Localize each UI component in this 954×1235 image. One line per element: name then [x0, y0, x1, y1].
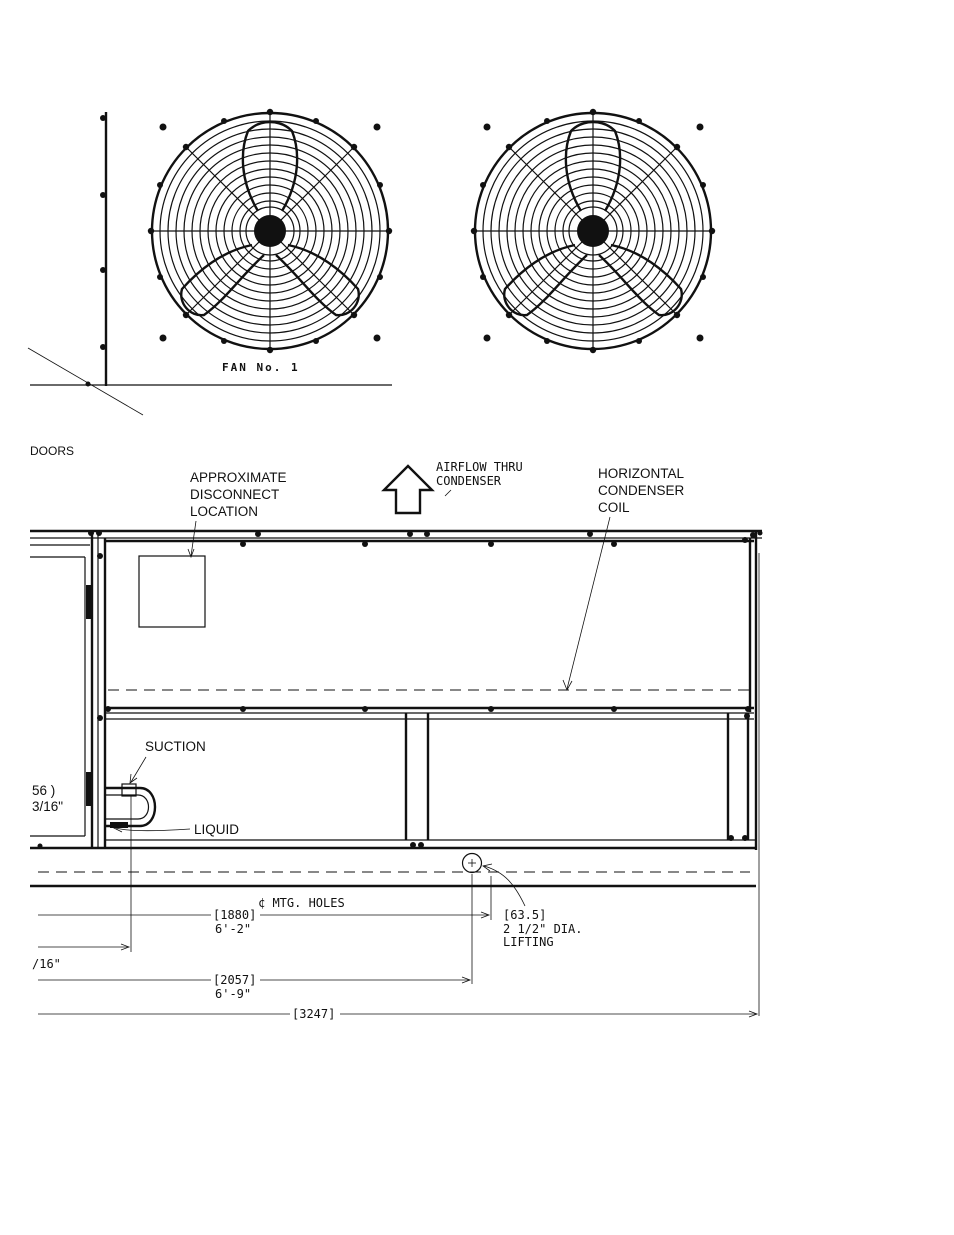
dim-2057-metric: [2057]: [213, 973, 257, 987]
coil-label-line-3: COIL: [598, 500, 630, 515]
doors-label: DOORS: [30, 444, 75, 458]
disconnect-label-line-1: APPROXIMATE: [190, 470, 287, 485]
liquid-label: LIQUID: [194, 822, 240, 837]
lifting-metric: [63.5]: [503, 908, 547, 922]
airflow-label-line-1: AIRFLOW THRU: [436, 460, 523, 474]
lifting-label: LIFTING: [503, 935, 554, 949]
dim-1880-imperial: 6'-2": [215, 922, 252, 936]
side-view-cabinet: [30, 530, 763, 886]
coil-callout: [563, 466, 685, 690]
partial-dim-3: /16": [32, 957, 61, 971]
partial-dim-2: 3/16": [32, 799, 64, 814]
refrigerant-piping: [106, 784, 155, 828]
suction-label: SUCTION: [145, 739, 206, 754]
fan-label: FAN No. 1: [222, 361, 300, 374]
fan-1: [148, 109, 392, 353]
coil-label-line-1: HORIZONTAL: [598, 466, 685, 481]
mtg-holes-label: ¢ MTG. HOLES: [258, 896, 345, 910]
disconnect-label-line-3: LOCATION: [190, 504, 259, 519]
lifting-hole: [463, 854, 482, 873]
dim-1880-metric: [1880]: [213, 908, 257, 922]
dim-2057-imperial: 6'-9": [215, 987, 252, 1001]
dim-3247-metric: [3247]: [292, 1007, 336, 1021]
lifting-size: 2 1/2" DIA.: [503, 922, 583, 936]
partial-dim-1: 56 ): [32, 783, 56, 798]
airflow-arrow: [384, 460, 523, 513]
fan-2: [471, 109, 715, 353]
disconnect-callout: [188, 470, 287, 557]
airflow-label-line-2: CONDENSER: [436, 474, 502, 488]
coil-label-line-2: CONDENSER: [598, 483, 685, 498]
top-view: [28, 109, 715, 415]
disconnect-label-line-2: DISCONNECT: [190, 487, 280, 502]
disconnect-box: [139, 556, 205, 627]
